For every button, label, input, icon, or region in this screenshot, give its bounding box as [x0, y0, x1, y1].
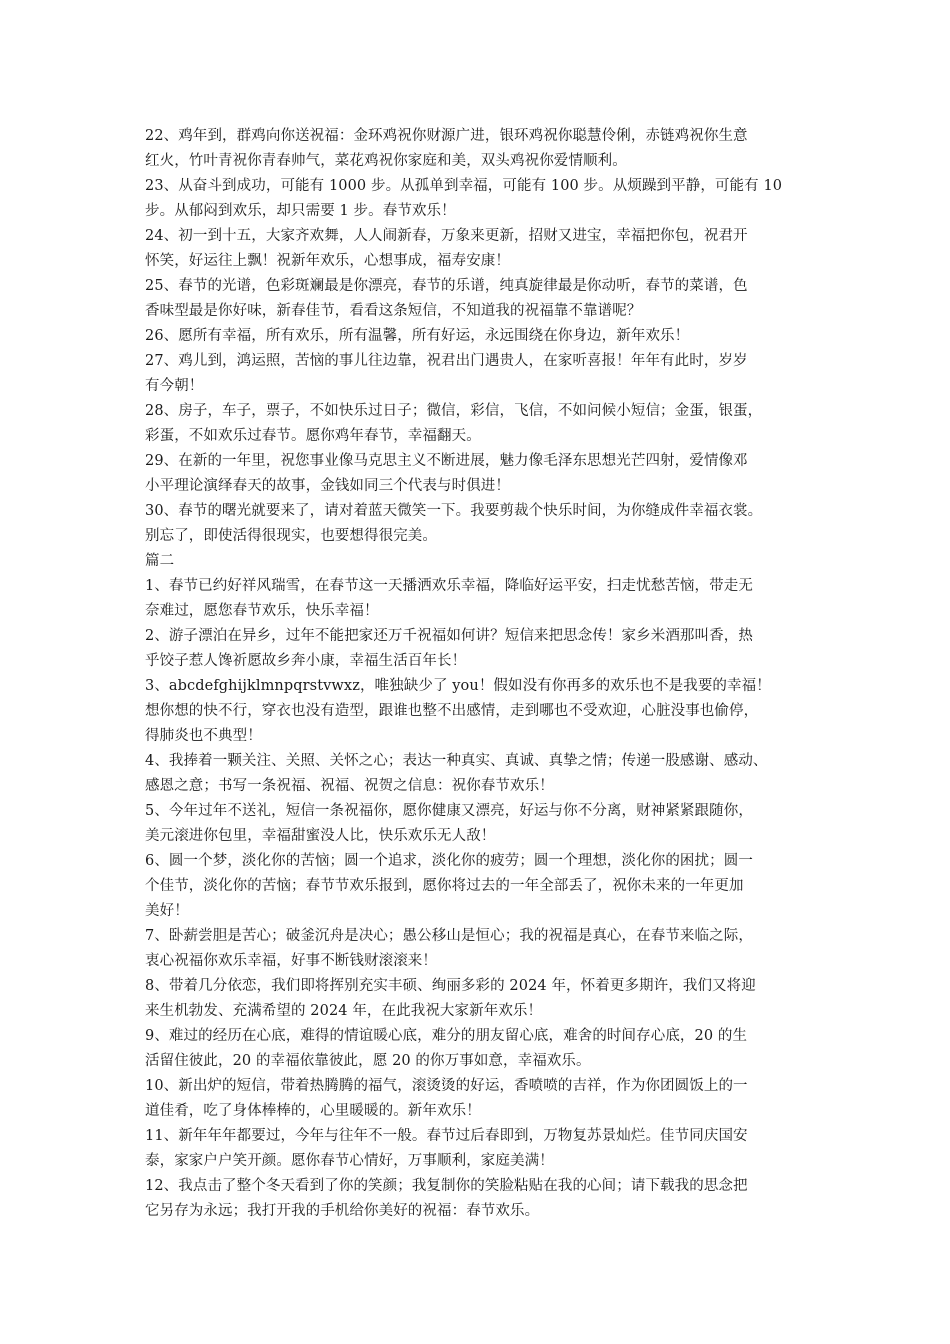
text-line: 泰，家家户户笑开颜。愿你春节心情好，万事顺利，家庭美满！	[145, 1153, 554, 1169]
text-line: 11、新年年年都要过，今年与往年不一般。春节过后春即到，万物复苏景灿烂。佳节同庆国安	[145, 1128, 748, 1144]
text-line: 个佳节，淡化你的苦恼；春节节欢乐报到，愿你将过去的一年全部丢了，祝你未来的一年更加	[145, 878, 744, 894]
document-body	[145, 124, 815, 1224]
text-line: 感恩之意；书写一条祝福、祝福、祝贺之信息：祝你春节欢乐！	[145, 778, 554, 794]
text-line: 有今朝！	[145, 378, 204, 394]
text-line: 8、带着几分依恋，我们即将挥别充实丰硕、绚丽多彩的 2024 年，怀着更多期许，我们又将迎	[145, 978, 756, 994]
text-line: 小平理论演绎春天的故事，金钱如同三个代表与时俱进！	[145, 478, 510, 494]
text-line: 29、在新的一年里，祝您事业像马克思主义不断进展，魅力像毛泽东思想光芒四射，爱情像邓	[145, 453, 748, 469]
text-line: 它另存为永远；我打开我的手机给你美好的祝福：春节欢乐。	[145, 1203, 540, 1219]
text-line: 美好！	[145, 903, 189, 919]
text-line: 28、房子，车子，票子，不如快乐过日子；微信，彩信，飞信，不如问候小短信；金蛋，银蛋，	[145, 403, 763, 419]
text-line: 2、游子漂泊在异乡，过年不能把家还万千祝福如何讲？短信来把思念传！家乡米酒那叫香，热	[145, 628, 753, 644]
text-line: 乎饺子惹人馋祈愿故乡奔小康，幸福生活百年长！	[145, 653, 467, 669]
text-line: 10、新出炉的短信，带着热腾腾的福气，滚烫烫的好运，香喷喷的吉祥，作为你团圆饭上的一	[145, 1078, 748, 1094]
text-line: 24、初一到十五，大家齐欢舞，人人闹新春，万象来更新，招财又进宝，幸福把你包，祝君开	[145, 228, 748, 244]
text-line: 4、我捧着一颗关注、关照、关怀之心；表达一种真实、真诚、真挚之情；传递一股感谢、感动、	[145, 753, 768, 769]
section-heading: 篇二	[145, 553, 175, 569]
text-line: 别忘了，即使活得很现实，也要想得很完美。	[145, 528, 437, 544]
text-line: 22、鸡年到，群鸡向你送祝福：金环鸡祝你财源广进，银环鸡祝你聪慧伶俐，赤链鸡祝你生意	[145, 128, 748, 144]
text-line: 5、今年过年不送礼，短信一条祝福你，愿你健康又漂亮，好运与你不分离，财神紧紧跟随你，	[145, 803, 753, 819]
text-line: 奈难过，愿您春节欢乐，快乐幸福！	[145, 603, 379, 619]
text-line: 6、圆一个梦，淡化你的苦恼；圆一个追求，淡化你的疲劳；圆一个理想，淡化你的困扰；圆一	[145, 853, 753, 869]
text-line: 30、春节的曙光就要来了，请对着蓝天微笑一下。我要剪裁个快乐时间，为你缝成件幸福衣裳。	[145, 503, 763, 519]
text-line: 7、卧薪尝胆是苦心；破釜沉舟是决心；愚公移山是恒心；我的祝福是真心，在春节来临之际，	[145, 928, 753, 944]
text-line: 美元滚进你包里，幸福甜蜜没人比，快乐欢乐无人敌！	[145, 828, 496, 844]
text-line: 3、abcdefghijklmnpqrstvwxz，唯独缺少了 you！假如没有你再多的欢乐也不是我要的幸福！	[145, 678, 771, 694]
text-line: 红火，竹叶青祝你青春帅气，菜花鸡祝你家庭和美，双头鸡祝你爱情顺利。	[145, 153, 627, 169]
text-line: 12、我点击了整个冬天看到了你的笑颜；我复制你的笑脸粘贴在我的心间；请下载我的思念把	[145, 1178, 748, 1194]
text-line: 香味型最是你好味，新春佳节，看看这条短信，不知道我的祝福靠不靠谱呢？	[145, 303, 642, 319]
text-line: 怀笑，好运往上飘！祝新年欢乐，心想事成，福寿安康！	[145, 253, 510, 269]
text-line: 衷心祝福你欢乐幸福，好事不断钱财滚滚来！	[145, 953, 437, 969]
text-line: 想你想的快不行，穿衣也没有造型，跟谁也整不出感情，走到哪也不受欢迎，心脏没事也偷停，	[145, 703, 759, 719]
text-line: 活留住彼此，20 的幸福依靠彼此，愿 20 的你万事如意，幸福欢乐。	[145, 1053, 591, 1069]
text-line: 23、从奋斗到成功，可能有 1000 步。从孤单到幸福，可能有 100 步。从烦躁到平静，可能有 10	[145, 178, 783, 194]
text-line: 道佳肴，吃了身体棒棒的，心里暖暖的。新年欢乐！	[145, 1103, 481, 1119]
text-line: 25、春节的光谱，色彩斑斓最是你漂亮，春节的乐谱，纯真旋律最是你动听，春节的菜谱，色	[145, 278, 748, 294]
text-line: 1、春节已约好祥风瑞雪，在春节这一天播洒欢乐幸福，降临好运平安，扫走忧愁苦恼，带走无	[145, 578, 753, 594]
text-line: 26、愿所有幸福，所有欢乐，所有温馨，所有好运，永远围绕在你身边，新年欢乐！	[145, 328, 690, 344]
text-line: 来生机勃发、充满希望的 2024 年，在此我祝大家新年欢乐！	[145, 1003, 543, 1019]
text-line: 彩蛋，不如欢乐过春节。愿你鸡年春节，幸福翻天。	[145, 428, 481, 444]
text-line: 27、鸡儿到，鸿运照，苦恼的事儿往边靠，祝君出门遇贵人，在家听喜报！年年有此时，岁岁	[145, 353, 748, 369]
text-line: 得肺炎也不典型！	[145, 728, 262, 744]
text-line: 9、难过的经历在心底，难得的情谊暖心底，难分的朋友留心底，难舍的时间存心底，20 的生	[145, 1028, 748, 1044]
text-line: 步。从郁闷到欢乐，却只需要 1 步。春节欢乐！	[145, 203, 456, 219]
